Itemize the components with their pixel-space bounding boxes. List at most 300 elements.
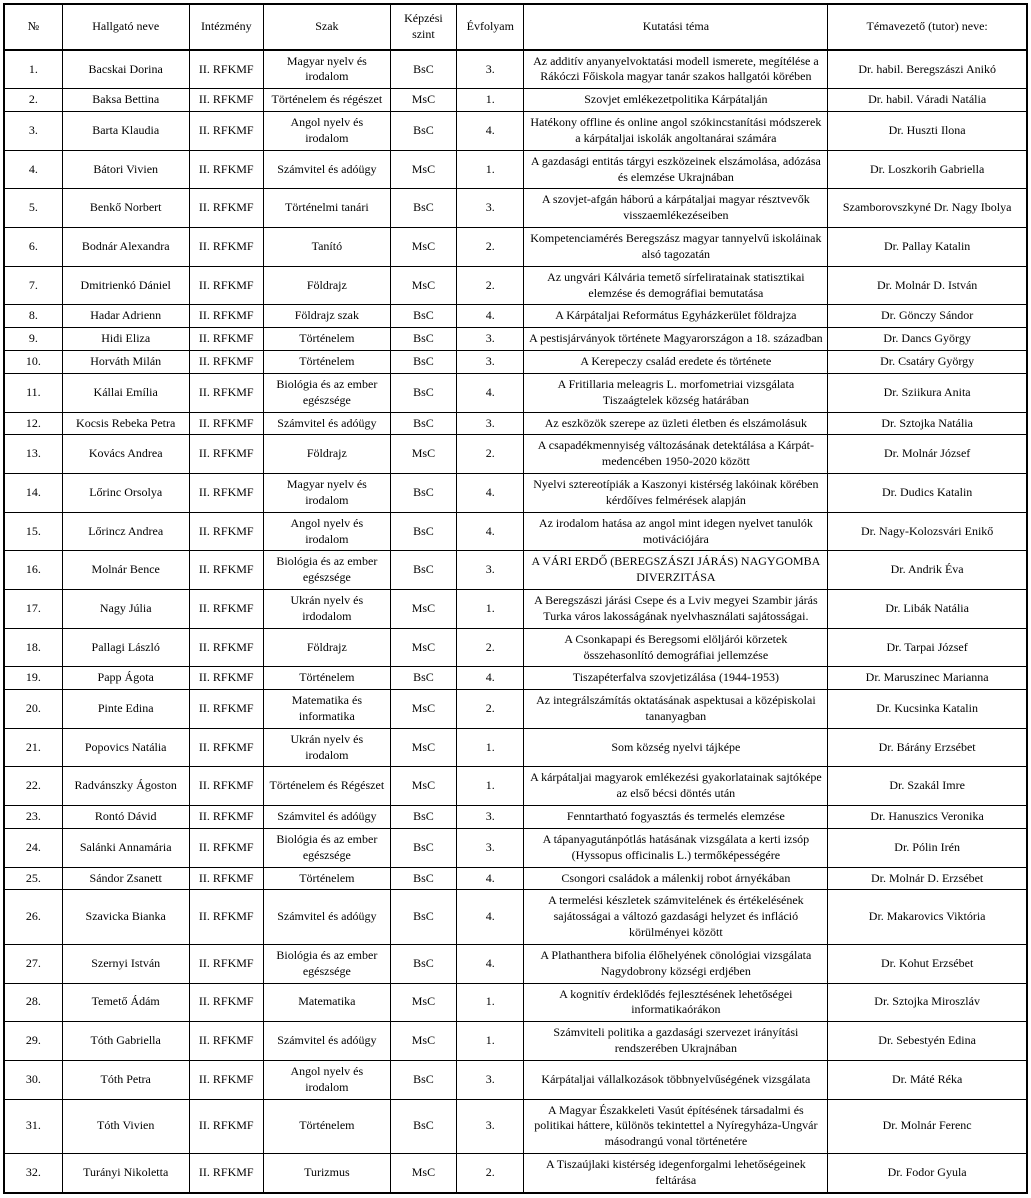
cell-name: Horváth Milán [62,351,189,374]
cell-year: 3. [457,328,524,351]
cell-tutor: Dr. Máté Réka [828,1060,1027,1099]
cell-major: Földrajz [263,266,390,305]
students-table [3,3,1028,1194]
cell-name: Hadar Adrienn [62,305,189,328]
cell-tutor: Dr. Andrik Éva [828,551,1027,590]
cell-institution: II. RFKMF [189,551,263,590]
cell-num: 28. [4,983,62,1022]
cell-name: Benkő Norbert [62,189,189,228]
cell-tutor: Dr. habil. Beregszászi Anikó [828,50,1027,89]
cell-num: 19. [4,667,62,690]
cell-institution: II. RFKMF [189,351,263,374]
cell-major: Földrajz szak [263,305,390,328]
table-row [4,628,1027,667]
cell-institution: II. RFKMF [189,728,263,767]
cell-topic: A Kárpátaljai Református Egyházkerület földrajza [524,305,828,328]
cell-name: Pinte Edina [62,690,189,729]
cell-tutor: Dr. Nagy-Kolozsvári Enikő [828,512,1027,551]
cell-year: 3. [457,412,524,435]
table-row [4,1099,1027,1153]
cell-level: MsC [390,1022,456,1061]
cell-year: 4. [457,890,524,944]
cell-major: Biológia és az ember egészsége [263,828,390,867]
cell-num: 18. [4,628,62,667]
cell-major: Történelem [263,667,390,690]
cell-level: BsC [390,890,456,944]
cell-major: Matematika [263,983,390,1022]
table-row [4,890,1027,944]
table-row [4,89,1027,112]
cell-num: 9. [4,328,62,351]
cell-institution: II. RFKMF [189,944,263,983]
cell-year: 1. [457,767,524,806]
cell-institution: II. RFKMF [189,667,263,690]
cell-year: 3. [457,351,524,374]
table-row [4,228,1027,267]
cell-name: Papp Ágota [62,667,189,690]
cell-major: Ukrán nyelv és irodalom [263,728,390,767]
cell-topic: A termelési készletek számvitelének és értékelésének sajátosságai a változó gazdasági helyzet és infláció körülményei között [524,890,828,944]
cell-tutor: Dr. Hanuszics Veronika [828,806,1027,829]
cell-level: BsC [390,806,456,829]
table-row [4,867,1027,890]
cell-level: BsC [390,944,456,983]
cell-major: Történelem [263,867,390,890]
cell-institution: II. RFKMF [189,1060,263,1099]
cell-major: Számvitel és adóügy [263,150,390,189]
cell-num: 12. [4,412,62,435]
cell-level: MsC [390,1154,456,1193]
cell-name: Kocsis Rebeka Petra [62,412,189,435]
cell-name: Szernyi István [62,944,189,983]
header-major: Szak [263,4,390,50]
cell-name: Radvánszky Ágoston [62,767,189,806]
table-row [4,806,1027,829]
cell-num: 15. [4,512,62,551]
cell-major: Történelem [263,351,390,374]
cell-level: MsC [390,150,456,189]
cell-name: Bodnár Alexandra [62,228,189,267]
cell-topic: A kognitív érdeklődés fejlesztésének lehetőségei informatikaórákon [524,983,828,1022]
cell-major: Magyar nyelv és irodalom [263,50,390,89]
cell-topic: Az ungvári Kálvária temető sírfeliratainak statisztikai elemzése és demográfiai bemutatása [524,266,828,305]
table-row [4,767,1027,806]
cell-name: Pallagi László [62,628,189,667]
cell-year: 4. [457,373,524,412]
cell-topic: A Tiszaújlaki kistérség idegenforgalmi lehetőségeinek feltárása [524,1154,828,1193]
table-body [4,50,1027,1193]
cell-major: Történelem és régészet [263,89,390,112]
cell-major: Biológia és az ember egészsége [263,944,390,983]
cell-tutor: Dr. Bárány Erzsébet [828,728,1027,767]
cell-name: Sándor Zsanett [62,867,189,890]
cell-num: 20. [4,690,62,729]
cell-tutor: Dr. Sziikura Anita [828,373,1027,412]
cell-topic: Som község nyelvi tájképe [524,728,828,767]
cell-year: 3. [457,551,524,590]
table-header [4,4,1027,50]
cell-institution: II. RFKMF [189,806,263,829]
cell-institution: II. RFKMF [189,112,263,151]
cell-institution: II. RFKMF [189,435,263,474]
cell-year: 4. [457,944,524,983]
table-row [4,305,1027,328]
cell-num: 22. [4,767,62,806]
cell-institution: II. RFKMF [189,412,263,435]
cell-level: BsC [390,328,456,351]
cell-topic: Nyelvi sztereotípiák a Kaszonyi kistérség lakóinak körében kérdőíves felmérések alapján [524,474,828,513]
cell-institution: II. RFKMF [189,828,263,867]
cell-major: Földrajz [263,435,390,474]
cell-level: BsC [390,512,456,551]
cell-topic: Hatékony offline és online angol szókincstanítási módszerek a kárpátaljai iskolák angoltanárai számára [524,112,828,151]
cell-institution: II. RFKMF [189,328,263,351]
cell-year: 2. [457,435,524,474]
cell-level: MsC [390,228,456,267]
cell-tutor: Dr. Pallay Katalin [828,228,1027,267]
cell-major: Számvitel és adóügy [263,1022,390,1061]
header-year: Évfolyam [457,4,524,50]
cell-institution: II. RFKMF [189,512,263,551]
cell-level: BsC [390,828,456,867]
cell-tutor: Dr. Makarovics Viktória [828,890,1027,944]
cell-tutor: Dr. Fodor Gyula [828,1154,1027,1193]
cell-institution: II. RFKMF [189,983,263,1022]
cell-year: 3. [457,189,524,228]
cell-institution: II. RFKMF [189,690,263,729]
cell-level: BsC [390,1099,456,1153]
cell-num: 10. [4,351,62,374]
cell-tutor: Dr. Libák Natália [828,590,1027,629]
cell-tutor: Dr. Szakál Imre [828,767,1027,806]
table-row [4,328,1027,351]
cell-name: Hidi Eliza [62,328,189,351]
cell-major: Számvitel és adóügy [263,890,390,944]
cell-topic: A szovjet-afgán háború a kárpátaljai magyar résztvevők visszaemlékezéseiben [524,189,828,228]
cell-major: Matematika és informatika [263,690,390,729]
cell-name: Rontó Dávid [62,806,189,829]
cell-num: 27. [4,944,62,983]
cell-year: 4. [457,867,524,890]
cell-num: 1. [4,50,62,89]
cell-tutor: Dr. Kucsinka Katalin [828,690,1027,729]
cell-tutor: Dr. Pólin Irén [828,828,1027,867]
cell-year: 1. [457,728,524,767]
cell-institution: II. RFKMF [189,1099,263,1153]
cell-topic: Fenntartható fogyasztás és termelés elemzése [524,806,828,829]
table-row [4,983,1027,1022]
cell-topic: A VÁRI ERDŐ (BEREGSZÁSZI JÁRÁS) NAGYGOMBA DIVERZITÁSA [524,551,828,590]
cell-major: Angol nyelv és irodalom [263,1060,390,1099]
cell-institution: II. RFKMF [189,1154,263,1193]
cell-level: MsC [390,728,456,767]
cell-level: BsC [390,373,456,412]
cell-level: BsC [390,667,456,690]
cell-num: 25. [4,867,62,890]
cell-num: 4. [4,150,62,189]
cell-year: 3. [457,806,524,829]
cell-num: 32. [4,1154,62,1193]
cell-major: Történelem és Régészet [263,767,390,806]
cell-level: MsC [390,767,456,806]
cell-topic: A Magyar Északkeleti Vasút építésének társadalmi és politikai háttere, különös tekintettel a Nyíregyháza-Ungvár másodrangú vonal történetére [524,1099,828,1153]
cell-institution: II. RFKMF [189,767,263,806]
cell-name: Baksa Bettina [62,89,189,112]
cell-year: 2. [457,1154,524,1193]
cell-num: 17. [4,590,62,629]
cell-topic: A Kerepeczy család eredete és története [524,351,828,374]
cell-num: 14. [4,474,62,513]
cell-num: 3. [4,112,62,151]
table-row [4,1060,1027,1099]
cell-tutor: Dr. Sztojka Natália [828,412,1027,435]
cell-num: 13. [4,435,62,474]
cell-level: BsC [390,351,456,374]
cell-name: Tóth Gabriella [62,1022,189,1061]
cell-topic: A tápanyagutánpótlás hatásának vizsgálata a kerti izsóp (Hyssopus officinalis L.) termőképességére [524,828,828,867]
cell-tutor: Dr. habil. Váradi Natália [828,89,1027,112]
table-row [4,828,1027,867]
cell-year: 2. [457,266,524,305]
cell-major: Történelmi tanári [263,189,390,228]
header-row [4,4,1027,50]
cell-num: 5. [4,189,62,228]
cell-year: 3. [457,828,524,867]
cell-tutor: Dr. Molnár Ferenc [828,1099,1027,1153]
cell-major: Földrajz [263,628,390,667]
cell-year: 1. [457,1022,524,1061]
cell-tutor: Dr. Molnár D. István [828,266,1027,305]
cell-topic: A Beregszászi járási Csepe és a Lviv megyei Szambir járás Turka város lakosságának nyelvhasználati sajátosságai. [524,590,828,629]
cell-institution: II. RFKMF [189,89,263,112]
cell-major: Történelem [263,1099,390,1153]
cell-level: MsC [390,266,456,305]
cell-major: Biológia és az ember egészsége [263,373,390,412]
table-row [4,189,1027,228]
cell-major: Történelem [263,328,390,351]
cell-name: Kállai Emília [62,373,189,412]
table-row [4,690,1027,729]
cell-institution: II. RFKMF [189,373,263,412]
table-row [4,590,1027,629]
cell-name: Tóth Petra [62,1060,189,1099]
cell-major: Magyar nyelv és irodalom [263,474,390,513]
cell-major: Számvitel és adóügy [263,806,390,829]
cell-name: Tóth Vivien [62,1099,189,1153]
cell-num: 30. [4,1060,62,1099]
table-row [4,551,1027,590]
cell-tutor: Dr. Csatáry György [828,351,1027,374]
header-name: Hallgató neve [62,4,189,50]
cell-name: Turányi Nikoletta [62,1154,189,1193]
cell-year: 2. [457,628,524,667]
table-row [4,1154,1027,1193]
cell-institution: II. RFKMF [189,266,263,305]
cell-num: 11. [4,373,62,412]
table-row [4,150,1027,189]
cell-year: 1. [457,983,524,1022]
header-institution: Intézmény [189,4,263,50]
cell-level: BsC [390,189,456,228]
cell-name: Dmitrienkó Dániel [62,266,189,305]
cell-tutor: Dr. Tarpai József [828,628,1027,667]
cell-num: 31. [4,1099,62,1153]
cell-level: MsC [390,590,456,629]
cell-level: BsC [390,474,456,513]
table-row [4,266,1027,305]
cell-topic: Csongori családok a málenkij robot árnyékában [524,867,828,890]
cell-topic: A Fritillaria meleagris L. morfometriai vizsgálata Tiszaágtelek község határában [524,373,828,412]
cell-name: Szavicka Bianka [62,890,189,944]
cell-tutor: Dr. Dudics Katalin [828,474,1027,513]
cell-topic: Kárpátaljai vállalkozások többnyelvűségének vizsgálata [524,1060,828,1099]
cell-topic: A kárpátaljai magyarok emlékezési gyakorlatainak sajtóképe az első bécsi döntés után [524,767,828,806]
cell-level: MsC [390,435,456,474]
cell-institution: II. RFKMF [189,1022,263,1061]
cell-num: 8. [4,305,62,328]
table-row [4,944,1027,983]
cell-year: 4. [457,474,524,513]
cell-topic: Az integrálszámítás oktatásának aspektusai a középiskolai tananyagban [524,690,828,729]
cell-tutor: Dr. Gönczy Sándor [828,305,1027,328]
cell-level: BsC [390,412,456,435]
cell-topic: A gazdasági entitás tárgyi eszközeinek elszámolása, adózása és elemzése Ukrajnában [524,150,828,189]
table-row [4,412,1027,435]
cell-year: 4. [457,667,524,690]
header-num: № [4,4,62,50]
cell-institution: II. RFKMF [189,867,263,890]
header-topic: Kutatási téma [524,4,828,50]
cell-year: 1. [457,89,524,112]
cell-major: Biológia és az ember egészsége [263,551,390,590]
cell-tutor: Dr. Molnár József [828,435,1027,474]
cell-tutor: Dr. Sztojka Miroszláv [828,983,1027,1022]
cell-year: 4. [457,112,524,151]
table-row [4,112,1027,151]
cell-major: Angol nyelv és irodalom [263,512,390,551]
cell-year: 2. [457,228,524,267]
table-row [4,351,1027,374]
cell-institution: II. RFKMF [189,628,263,667]
cell-name: Molnár Bence [62,551,189,590]
cell-year: 1. [457,150,524,189]
cell-topic: Az eszközök szerepe az üzleti életben és elszámolásuk [524,412,828,435]
cell-level: BsC [390,867,456,890]
cell-level: MsC [390,983,456,1022]
cell-name: Salánki Annamária [62,828,189,867]
cell-topic: A pestisjárványok története Magyarországon a 18. században [524,328,828,351]
table-row [4,474,1027,513]
cell-tutor: Dr. Maruszinec Marianna [828,667,1027,690]
cell-num: 24. [4,828,62,867]
cell-topic: A Plathanthera bifolia élőhelyének cönológiai vizsgálata Nagydobrony községi erdjében [524,944,828,983]
cell-year: 1. [457,590,524,629]
table-row [4,667,1027,690]
cell-level: BsC [390,50,456,89]
header-level: Képzési szint [390,4,456,50]
cell-name: Barta Klaudia [62,112,189,151]
cell-num: 29. [4,1022,62,1061]
cell-num: 23. [4,806,62,829]
cell-institution: II. RFKMF [189,890,263,944]
cell-topic: Szovjet emlékezetpolitika Kárpátalján [524,89,828,112]
cell-major: Angol nyelv és irodalom [263,112,390,151]
cell-topic: Számviteli politika a gazdasági szervezet irányítási rendszerében Ukrajnában [524,1022,828,1061]
cell-tutor: Dr. Dancs György [828,328,1027,351]
cell-year: 4. [457,305,524,328]
cell-tutor: Szamborovszkyné Dr. Nagy Ibolya [828,189,1027,228]
cell-name: Popovics Natália [62,728,189,767]
cell-num: 21. [4,728,62,767]
cell-name: Bacskai Dorina [62,50,189,89]
cell-tutor: Dr. Sebestyén Edina [828,1022,1027,1061]
cell-level: MsC [390,690,456,729]
cell-major: Számvitel és adóügy [263,412,390,435]
cell-level: BsC [390,551,456,590]
cell-institution: II. RFKMF [189,150,263,189]
cell-institution: II. RFKMF [189,474,263,513]
cell-institution: II. RFKMF [189,50,263,89]
cell-level: MsC [390,89,456,112]
cell-name: Bátori Vivien [62,150,189,189]
cell-topic: A Csonkapapi és Beregsomi elöljárói körzetek összehasonlító demográfiai jellemzése [524,628,828,667]
table-row [4,435,1027,474]
table-row [4,512,1027,551]
cell-institution: II. RFKMF [189,305,263,328]
cell-institution: II. RFKMF [189,189,263,228]
header-tutor: Témavezető (tutor) neve: [828,4,1027,50]
cell-year: 4. [457,512,524,551]
cell-tutor: Dr. Kohut Erzsébet [828,944,1027,983]
cell-institution: II. RFKMF [189,590,263,629]
cell-num: 16. [4,551,62,590]
table-row [4,50,1027,89]
cell-num: 26. [4,890,62,944]
cell-num: 7. [4,266,62,305]
cell-level: BsC [390,112,456,151]
cell-institution: II. RFKMF [189,228,263,267]
cell-level: BsC [390,1060,456,1099]
cell-year: 3. [457,1060,524,1099]
cell-topic: Az irodalom hatása az angol mint idegen nyelvet tanulók motivációjára [524,512,828,551]
cell-year: 3. [457,1099,524,1153]
cell-major: Turizmus [263,1154,390,1193]
cell-tutor: Dr. Huszti Ilona [828,112,1027,151]
cell-topic: Az additív anyanyelvoktatási modell ismerete, megítélése a Rákóczi Főiskola magyar tanár szakos hallgatói körében [524,50,828,89]
cell-name: Lőrincz Andrea [62,512,189,551]
cell-num: 2. [4,89,62,112]
cell-name: Nagy Júlia [62,590,189,629]
cell-num: 6. [4,228,62,267]
cell-major: Tanító [263,228,390,267]
cell-name: Temető Ádám [62,983,189,1022]
cell-year: 2. [457,690,524,729]
cell-topic: A csapadékmennyiség változásának detektálása a Kárpát-medencében 1950-2020 között [524,435,828,474]
table-row [4,728,1027,767]
table-row [4,1022,1027,1061]
cell-topic: Tiszapéterfalva szovjetizálása (1944-1953) [524,667,828,690]
cell-year: 3. [457,50,524,89]
cell-tutor: Dr. Loszkorih Gabriella [828,150,1027,189]
cell-major: Ukrán nyelv és irdodalom [263,590,390,629]
cell-tutor: Dr. Molnár D. Erzsébet [828,867,1027,890]
table-row [4,373,1027,412]
cell-name: Kovács Andrea [62,435,189,474]
cell-name: Lőrinc Orsolya [62,474,189,513]
cell-level: MsC [390,628,456,667]
cell-level: BsC [390,305,456,328]
cell-topic: Kompetenciamérés Beregszász magyar tannyelvű iskoláinak alsó tagozatán [524,228,828,267]
